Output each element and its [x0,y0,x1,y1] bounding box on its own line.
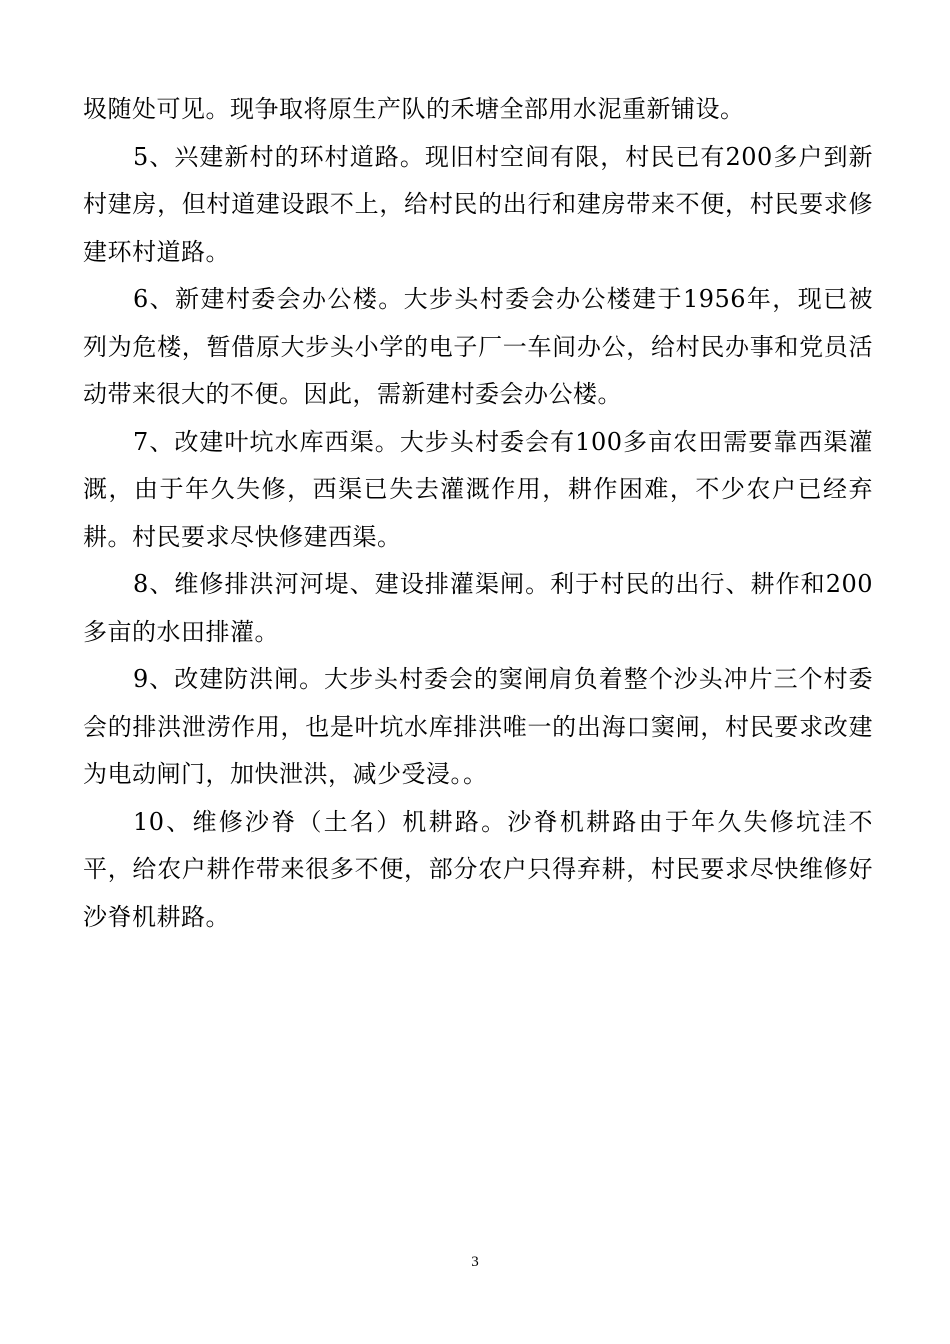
paragraph-item-8: 8、维修排洪河河堤、建设排灌渠闸。利于村民的出行、耕作和200多亩的水田排灌。 [83,570,873,646]
paragraph-item-5: 5、兴建新村的环村道路。现旧村空间有限，村民已有200多户到新村建房，但村道建设跟不上，给村民的出行和建房带来不便，村民要求修建环村道路。 [83,142,873,266]
paragraph-item-7: 7、改建叶坑水库西渠。大步头村委会有100多亩农田需要靠西渠灌溉，由于年久失修，西渠已失去灌溉作用，耕作困难，不少农户已经弃耕。村民要求尽快修建西渠。 [83,427,873,551]
body-text [83,86,873,941]
paragraph-continuation: 圾随处可见。现争取将原生产队的禾塘全部用水泥重新铺设。 [83,95,745,123]
paragraph-item-6: 6、新建村委会办公楼。大步头村委会办公楼建于1956年，现已被列为危楼，暂借原大步头小学的电子厂一车间办公，给村民办事和党员活动带来很大的不便。因此，需新建村委会办公楼。 [83,285,873,408]
paragraph-item-10: 10、维修沙脊（土名）机耕路。沙脊机耕路由于年久失修坑洼不平，给农户耕作带来很多不便，部分农户只得弃耕，村民要求尽快维修好沙脊机耕路。 [83,807,873,931]
paragraph-item-9: 9、改建防洪闸。大步头村委会的窦闸肩负着整个沙头冲片三个村委会的排洪泄涝作用，也是叶坑水库排洪唯一的出海口窦闸，村民要求改建为电动闸门，加快泄洪，减少受浸。。 [83,665,873,788]
page-number: 3 [471,1254,479,1270]
